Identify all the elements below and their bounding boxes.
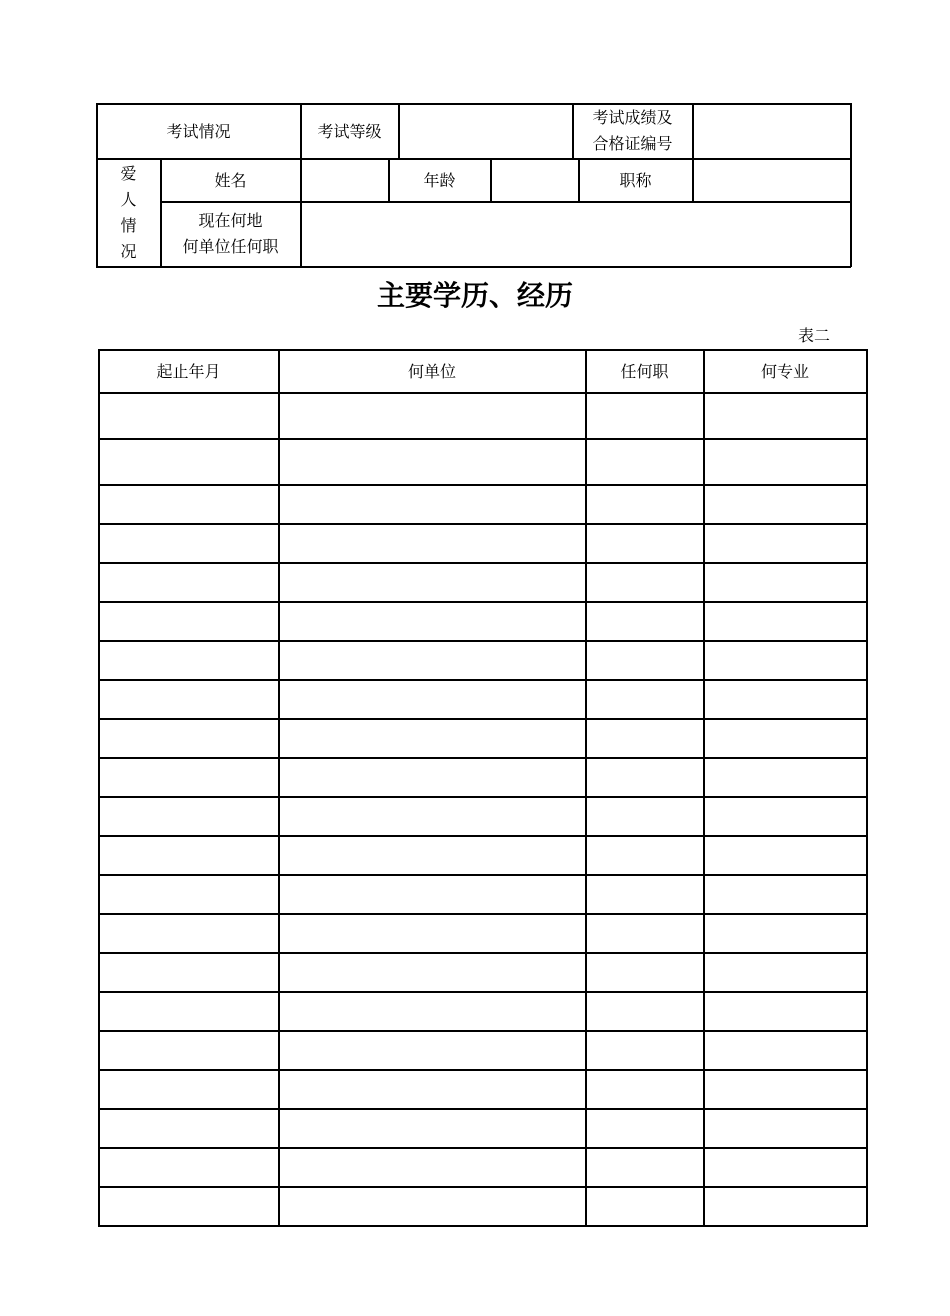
cell-organization[interactable]: [279, 439, 585, 484]
cell-date-range[interactable]: [99, 641, 278, 679]
cell-major[interactable]: [704, 1109, 866, 1147]
cell-major[interactable]: [704, 875, 866, 913]
cell-date-range[interactable]: [99, 602, 278, 640]
cell-position[interactable]: [586, 1070, 703, 1108]
cell-major[interactable]: [704, 524, 866, 562]
cell-date-range[interactable]: [99, 914, 278, 952]
cell-organization[interactable]: [279, 953, 585, 991]
cell-major[interactable]: [704, 563, 866, 601]
current-position-label-line2: 何单位任何职: [182, 237, 279, 256]
cell-position[interactable]: [586, 797, 703, 835]
header-position: 任何职: [620, 361, 669, 381]
cell-position[interactable]: [586, 992, 703, 1030]
cell-position[interactable]: [586, 1187, 703, 1225]
cell-position[interactable]: [586, 875, 703, 913]
cell-organization[interactable]: [279, 485, 585, 523]
cell-major[interactable]: [704, 1031, 866, 1069]
cell-major[interactable]: [704, 758, 866, 796]
cell-major[interactable]: [704, 1070, 866, 1108]
cell-date-range[interactable]: [99, 439, 278, 484]
cell-major[interactable]: [704, 485, 866, 523]
cell-position[interactable]: [586, 439, 703, 484]
cell-major[interactable]: [704, 602, 866, 640]
cell-organization[interactable]: [279, 641, 585, 679]
table-number-label: 表二: [797, 326, 830, 345]
cell-organization[interactable]: [279, 393, 585, 438]
cell-major[interactable]: [704, 1148, 866, 1186]
cell-organization[interactable]: [279, 914, 585, 952]
cell-organization[interactable]: [279, 680, 585, 718]
cell-major[interactable]: [704, 641, 866, 679]
current-position-label-line1: 现在何地: [198, 211, 263, 230]
cell-date-range[interactable]: [99, 836, 278, 874]
cell-major[interactable]: [704, 1187, 866, 1225]
cell-date-range[interactable]: [99, 393, 278, 438]
spouse-label-char: 爱: [120, 163, 137, 183]
cell-position[interactable]: [586, 953, 703, 991]
cell-position[interactable]: [586, 641, 703, 679]
cell-date-range[interactable]: [99, 1109, 278, 1147]
cell-date-range[interactable]: [99, 797, 278, 835]
cell-date-range[interactable]: [99, 953, 278, 991]
exam-level-label: 考试等级: [317, 121, 382, 141]
table-column-rule: [866, 349, 868, 1227]
cell-organization[interactable]: [279, 524, 585, 562]
cell-major[interactable]: [704, 992, 866, 1030]
spouse-label-char: 况: [120, 241, 137, 261]
professional-title-label: 职称: [619, 170, 652, 190]
header-organization: 何单位: [407, 361, 456, 381]
cell-major[interactable]: [704, 393, 866, 438]
cell-major[interactable]: [704, 836, 866, 874]
cell-position[interactable]: [586, 836, 703, 874]
cell-date-range[interactable]: [99, 1148, 278, 1186]
cell-date-range[interactable]: [99, 1031, 278, 1069]
cell-date-range[interactable]: [99, 758, 278, 796]
cell-position[interactable]: [586, 1031, 703, 1069]
cell-position[interactable]: [586, 680, 703, 718]
cell-major[interactable]: [704, 439, 866, 484]
cell-date-range[interactable]: [99, 1187, 278, 1225]
cell-position[interactable]: [586, 1109, 703, 1147]
cell-date-range[interactable]: [99, 680, 278, 718]
exam-status-label: 考试情况: [166, 121, 231, 141]
cell-position[interactable]: [586, 758, 703, 796]
table-rule: [98, 1225, 868, 1227]
cell-date-range[interactable]: [99, 563, 278, 601]
cell-organization[interactable]: [279, 1031, 585, 1069]
cell-date-range[interactable]: [99, 1070, 278, 1108]
header-date-range: 起止年月: [156, 361, 221, 381]
cell-position[interactable]: [586, 563, 703, 601]
name-label: 姓名: [214, 170, 247, 190]
cell-position[interactable]: [586, 524, 703, 562]
cell-position[interactable]: [586, 719, 703, 757]
cell-position[interactable]: [586, 914, 703, 952]
cell-date-range[interactable]: [99, 719, 278, 757]
cell-date-range[interactable]: [99, 485, 278, 523]
cell-organization[interactable]: [279, 719, 585, 757]
cell-organization[interactable]: [279, 1070, 585, 1108]
cell-date-range[interactable]: [99, 875, 278, 913]
score-cert-label-line2: 合格证编号: [592, 134, 673, 153]
cell-position[interactable]: [586, 485, 703, 523]
cell-organization[interactable]: [279, 797, 585, 835]
cell-organization[interactable]: [279, 758, 585, 796]
cell-organization[interactable]: [279, 875, 585, 913]
cell-date-range[interactable]: [99, 524, 278, 562]
cell-major[interactable]: [704, 914, 866, 952]
cell-major[interactable]: [704, 953, 866, 991]
cell-position[interactable]: [586, 393, 703, 438]
cell-position[interactable]: [586, 1148, 703, 1186]
cell-organization[interactable]: [279, 1187, 585, 1225]
cell-major[interactable]: [704, 680, 866, 718]
cell-organization[interactable]: [279, 992, 585, 1030]
age-label: 年龄: [423, 170, 456, 190]
header-major: 何专业: [760, 361, 809, 381]
cell-organization[interactable]: [279, 1148, 585, 1186]
section-title: 主要学历、经历: [376, 279, 573, 312]
cell-date-range[interactable]: [99, 992, 278, 1030]
cell-position[interactable]: [586, 602, 703, 640]
cell-organization[interactable]: [279, 1109, 585, 1147]
spouse-label-char: 人: [120, 189, 137, 209]
score-cert-label-line1: 考试成绩及: [592, 108, 673, 127]
cell-major[interactable]: [704, 719, 866, 757]
cell-organization[interactable]: [279, 836, 585, 874]
cell-major[interactable]: [704, 797, 866, 835]
cell-organization[interactable]: [279, 602, 585, 640]
cell-organization[interactable]: [279, 563, 585, 601]
spouse-label-char: 情: [120, 215, 137, 235]
